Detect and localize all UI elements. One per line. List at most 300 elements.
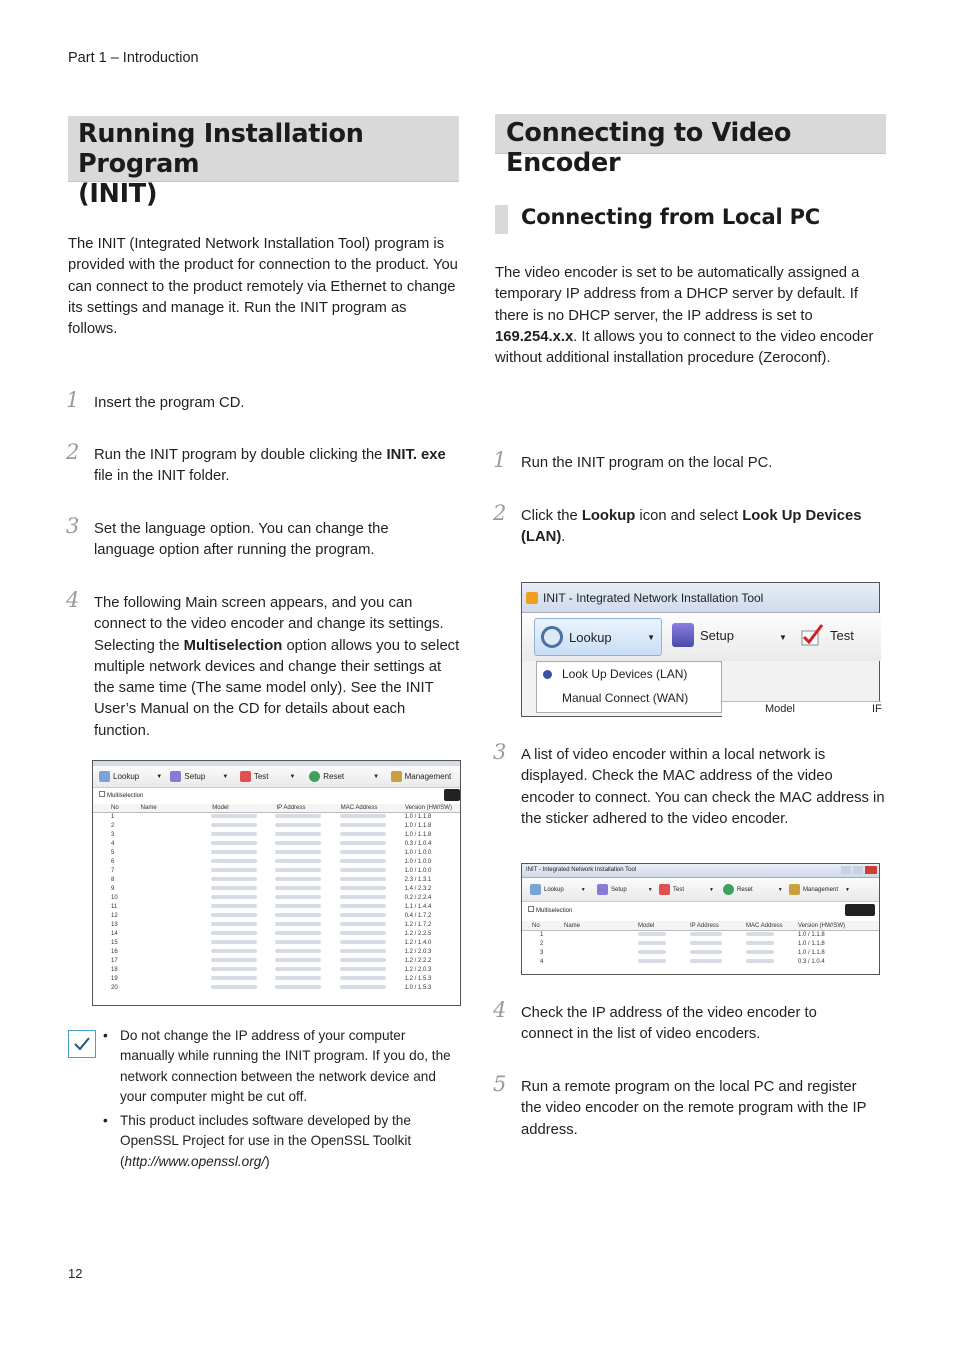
blurred-value <box>275 859 321 863</box>
toolbar-lookup[interactable] <box>530 884 597 895</box>
table-row[interactable] <box>93 921 460 930</box>
right-title: Connecting to Video Encoder <box>506 118 792 178</box>
toolbar-management[interactable] <box>789 884 859 895</box>
obscured-cell <box>275 939 340 948</box>
obscured-cell <box>118 858 210 867</box>
obscured-cell <box>275 948 340 957</box>
note-item <box>103 1111 460 1172</box>
dropdown-arrow-icon: ▼ <box>709 886 714 893</box>
obscured-cell <box>211 966 276 975</box>
lookup-label: Lookup <box>569 629 612 645</box>
obscured-cell <box>275 831 340 840</box>
blurred-value <box>275 850 321 854</box>
obscured-cell <box>211 822 276 831</box>
obscured-cell <box>118 957 210 966</box>
blurred-value <box>211 895 257 899</box>
step-bold: Look Up Devices (LAN) <box>521 508 862 546</box>
obscured-cell <box>118 885 210 894</box>
blurred-value <box>340 931 386 935</box>
row-number: 20 <box>111 985 118 991</box>
obscured-cell <box>340 813 405 822</box>
table-row[interactable] <box>93 903 460 912</box>
row-number: 9 <box>111 886 115 892</box>
maximize-button[interactable] <box>853 866 863 874</box>
blurred-value <box>340 886 386 890</box>
table-row[interactable] <box>93 894 460 903</box>
row-number: 14 <box>111 931 118 937</box>
left-title-box <box>68 116 459 209</box>
left-intro: The INIT (Integrated Network Installation Tool) program is provided with the product for connection to the product. You can connect to the product remotely via Ethernet to change its settings and manage it. Run the INIT program as follows. <box>68 236 458 338</box>
column-header: Version (HW/SW) <box>404 805 452 811</box>
obscured-cell <box>690 958 746 967</box>
obscured-cell <box>340 957 405 966</box>
menu-item-wan[interactable] <box>537 686 721 710</box>
row-version: 1.0 / 1.1.8 <box>798 932 825 938</box>
row-version: 1.2 / 2.2.5 <box>404 931 432 937</box>
step-number: 1 <box>66 388 80 412</box>
window-title: INIT - Integrated Network Installation Tool <box>526 867 637 873</box>
row-version: 1.2 / 2.0.3 <box>404 967 432 973</box>
setup-icon <box>672 623 694 647</box>
test-button[interactable] <box>800 623 854 647</box>
setup-button[interactable] <box>672 623 734 647</box>
multiselection-label: Multiselection <box>536 908 573 914</box>
lookup-icon <box>530 884 541 895</box>
right-intro <box>495 263 877 369</box>
obscured-cell <box>340 948 405 957</box>
blurred-value <box>746 932 774 936</box>
row-version: 1.0 / 1.1.8 <box>404 823 432 829</box>
close-button[interactable] <box>865 866 877 874</box>
column-header: Version (HW/SW) <box>798 923 846 929</box>
step-text: icon and select <box>635 508 743 524</box>
obscured-cell <box>690 940 746 949</box>
row-version: 1.2 / 2.0.3 <box>404 949 432 955</box>
table-row[interactable] <box>93 984 460 993</box>
obscured-cell <box>211 885 276 894</box>
openssl-link[interactable]: http://www.openssl.org/ <box>124 1153 266 1169</box>
table-row[interactable] <box>93 831 460 840</box>
row-version: 1.0 / 1.5.3 <box>404 985 432 991</box>
obscured-cell <box>690 949 746 958</box>
intro-text: . It allows you to connect to the video encoder without additional installation procedure (Zeroconf). <box>495 328 874 367</box>
toolbar-reset[interactable] <box>309 771 390 782</box>
table-row[interactable] <box>522 940 879 949</box>
blurred-value <box>746 950 774 954</box>
blurred-value <box>638 950 666 954</box>
table-row[interactable] <box>93 813 460 822</box>
row-version: 0.2 / 2.2.4 <box>404 895 432 901</box>
main-toolbar <box>93 766 460 788</box>
right-title-box <box>495 114 886 178</box>
obscured-cell <box>211 849 276 858</box>
step-text: option allows you to select multiple network devices and change their settings at the same time (The same model only). See the INIT User’s Manual on the CD for details about each function. <box>94 637 460 739</box>
dropdown-arrow-icon: ▼ <box>845 886 850 893</box>
obscured-cell <box>275 858 340 867</box>
list-grid-body <box>522 931 879 967</box>
blurred-value <box>340 958 386 962</box>
obscured-cell <box>211 984 276 993</box>
step-number: 5 <box>493 1072 507 1096</box>
blurred-value <box>746 959 774 963</box>
blurred-value <box>211 985 257 989</box>
row-number: 7 <box>111 868 115 874</box>
dropdown-arrow-icon: ▼ <box>580 886 586 893</box>
row-version: 1.2 / 1.5.3 <box>404 976 432 982</box>
blurred-value <box>340 850 386 854</box>
row-number: 3 <box>540 950 544 956</box>
obscured-cell <box>118 966 210 975</box>
blurred-value <box>211 832 257 836</box>
toolbar-lookup[interactable] <box>99 771 170 782</box>
grid-header-strip <box>722 701 881 718</box>
toolbar-label: Management <box>803 886 839 893</box>
blurred-value <box>211 886 257 890</box>
note-text: ) <box>265 1153 270 1169</box>
table-row[interactable] <box>93 885 460 894</box>
toolbar-setup[interactable] <box>597 884 659 895</box>
toolbar-label: Management <box>404 772 452 781</box>
step-number: 4 <box>66 588 80 612</box>
row-number: 18 <box>111 967 118 973</box>
table-row[interactable] <box>522 958 879 967</box>
step-bold: INIT. exe <box>386 447 446 463</box>
obscured-cell <box>550 949 638 958</box>
obscured-cell <box>211 948 276 957</box>
blurred-value <box>340 877 386 881</box>
obscured-cell <box>211 858 276 867</box>
obscured-cell <box>118 822 210 831</box>
column-header: IP Address <box>690 923 719 929</box>
toolbar-label: Setup <box>611 886 627 893</box>
reset-icon <box>723 884 734 895</box>
blurred-value <box>340 922 386 926</box>
row-number: 1 <box>540 932 544 938</box>
step-bold: Lookup <box>581 508 636 524</box>
obscured-cell <box>340 966 405 975</box>
menu-item-lan[interactable] <box>537 662 721 686</box>
toolbar-test[interactable] <box>659 884 723 895</box>
row-version: 1.4 / 2.3.2 <box>404 886 432 892</box>
obscured-cell <box>211 930 276 939</box>
globe-icon <box>543 670 552 679</box>
blurred-value <box>275 931 321 935</box>
blurred-value <box>340 832 386 836</box>
blurred-value <box>211 823 257 827</box>
step-number: 1 <box>493 448 507 472</box>
left-step-2 <box>66 440 446 488</box>
step-text: Run the INIT program on the local PC. <box>521 455 773 471</box>
blurred-value <box>690 941 722 945</box>
blurred-value <box>275 958 321 962</box>
dropdown-arrow-icon: ▼ <box>156 773 163 780</box>
step-text: A list of video encoder within a local network is displayed. Check the MAC address of the video encoder to connect. You can check the MAC address in the sticker adhered to the video encoder. <box>521 747 885 827</box>
toolbar-label: Test <box>253 772 269 781</box>
obscured-cell <box>638 958 690 967</box>
blurred-value <box>690 950 722 954</box>
row-version: 1.2 / 1.4.0 <box>404 940 432 946</box>
blurred-value <box>340 940 386 944</box>
obscured-cell <box>118 813 210 822</box>
blurred-value <box>211 814 257 818</box>
table-row[interactable] <box>93 957 460 966</box>
obscured-cell <box>746 940 798 949</box>
obscured-cell <box>275 975 340 984</box>
blurred-value <box>340 859 386 863</box>
row-number: 6 <box>111 859 115 865</box>
lookup-toolbar <box>522 613 881 661</box>
device-list-screenshot <box>521 863 880 975</box>
table-row[interactable] <box>93 867 460 876</box>
toolbar-reset[interactable] <box>723 884 789 895</box>
window-titlebar <box>522 583 879 613</box>
row-number: 2 <box>111 823 115 829</box>
lookup-button[interactable] <box>534 618 662 656</box>
column-header-edge: IF <box>872 703 882 715</box>
brand-logo-icon <box>845 904 875 916</box>
test-icon <box>800 623 824 647</box>
dropdown-arrow-icon: ▼ <box>777 886 783 893</box>
step-number: 4 <box>493 998 507 1022</box>
blurred-value <box>211 859 257 863</box>
list-grid-header <box>522 921 879 931</box>
obscured-cell <box>118 831 210 840</box>
obscured-cell <box>340 894 405 903</box>
window-title: INIT - Integrated Network Installation Tool <box>543 590 764 605</box>
lookup-dropdown-menu <box>536 661 722 713</box>
blurred-value <box>340 868 386 872</box>
obscured-cell <box>275 840 340 849</box>
blurred-value <box>690 932 722 936</box>
window-titlebar <box>522 864 879 878</box>
window-controls <box>839 864 879 877</box>
toolbar-management[interactable] <box>391 771 460 782</box>
row-number: 13 <box>111 922 118 928</box>
blurred-value <box>340 976 386 980</box>
dropdown-arrow-icon: ▼ <box>222 773 229 780</box>
obscured-cell <box>118 849 210 858</box>
obscured-cell <box>340 903 405 912</box>
obscured-cell <box>118 840 210 849</box>
obscured-cell <box>211 831 276 840</box>
blurred-value <box>211 931 257 935</box>
toolbar-setup[interactable] <box>170 771 239 782</box>
blurred-value <box>211 913 257 917</box>
obscured-cell <box>118 867 210 876</box>
note-item: • Do not change the IP address of your computer manually while running the INIT program. If you do, the network connection between the network device and your computer might be cut off. <box>103 1026 460 1107</box>
step-number: 2 <box>66 440 80 464</box>
test-label: Test <box>830 627 854 643</box>
obscured-cell <box>550 940 638 949</box>
blurred-value <box>211 841 257 845</box>
blurred-value <box>275 877 321 881</box>
blurred-value <box>340 823 386 827</box>
row-number: 17 <box>111 958 118 964</box>
blurred-value <box>211 868 257 872</box>
blurred-value <box>275 904 321 908</box>
row-version: 0.3 / 1.0.4 <box>404 841 432 847</box>
obscured-cell <box>340 984 405 993</box>
blurred-value <box>275 940 321 944</box>
obscured-cell <box>275 966 340 975</box>
step-number: 3 <box>493 740 507 764</box>
blurred-value <box>275 814 321 818</box>
dropdown-arrow-icon: ▼ <box>289 773 296 780</box>
left-step-3 <box>66 514 434 562</box>
obscured-cell <box>211 813 276 822</box>
column-header: Name <box>140 805 157 811</box>
obscured-cell <box>340 939 405 948</box>
obscured-cell <box>118 948 210 957</box>
obscured-cell <box>340 840 405 849</box>
left-step-4 <box>66 588 461 742</box>
obscured-cell <box>340 876 405 885</box>
obscured-cell <box>340 930 405 939</box>
obscured-cell <box>746 949 798 958</box>
obscured-cell <box>638 940 690 949</box>
obscured-cell <box>211 975 276 984</box>
row-number: 5 <box>111 850 115 856</box>
obscured-cell <box>275 957 340 966</box>
obscured-cell <box>340 831 405 840</box>
table-row[interactable] <box>93 939 460 948</box>
obscured-cell <box>638 931 690 940</box>
management-icon <box>789 884 800 895</box>
row-version: 1.0 / 1.1.8 <box>404 832 432 838</box>
lookup-screenshot <box>521 582 880 717</box>
reset-icon <box>309 771 320 782</box>
column-header: Name <box>564 923 581 929</box>
obscured-cell <box>275 813 340 822</box>
main-grid-body <box>93 813 460 993</box>
table-row[interactable] <box>93 876 460 885</box>
table-row[interactable] <box>93 975 460 984</box>
obscured-cell <box>211 912 276 921</box>
table-row[interactable] <box>93 966 460 975</box>
row-number: 2 <box>540 941 544 947</box>
dropdown-arrow-icon: ▼ <box>647 886 653 893</box>
obscured-cell <box>275 903 340 912</box>
management-icon <box>391 771 402 782</box>
table-row[interactable] <box>93 930 460 939</box>
blurred-value <box>275 823 321 827</box>
blurred-value <box>275 913 321 917</box>
obscured-cell <box>746 931 798 940</box>
blurred-value <box>690 959 722 963</box>
row-number: 12 <box>111 913 118 919</box>
row-version: 1.0 / 1.0.0 <box>404 868 432 874</box>
blurred-value <box>275 886 321 890</box>
row-number: 16 <box>111 949 118 955</box>
row-version: 1.0 / 1.1.8 <box>798 941 825 947</box>
obscured-cell <box>211 939 276 948</box>
list-toolbar <box>522 878 879 902</box>
row-number: 4 <box>540 959 544 965</box>
column-header: No <box>532 923 540 929</box>
intro-text: The video encoder is set to be automatically assigned a temporary IP address from a DHCP server by default. If there is no DHCP server, the IP address is set to <box>495 265 860 324</box>
multiselection-label: Multiselection <box>107 793 144 799</box>
row-number: 11 <box>111 904 118 910</box>
step-bold: Multiselection <box>183 637 283 654</box>
obscured-cell <box>118 921 210 930</box>
minimize-button[interactable] <box>841 866 851 874</box>
obscured-cell <box>118 894 210 903</box>
obscured-cell <box>118 876 210 885</box>
obscured-cell <box>690 931 746 940</box>
obscured-cell <box>118 975 210 984</box>
right-subtitle: Connecting from Local PC <box>521 205 821 229</box>
test-icon <box>659 884 670 895</box>
app-icon <box>526 592 538 604</box>
table-row[interactable] <box>522 949 879 958</box>
table-row[interactable] <box>93 948 460 957</box>
toolbar-label: Lookup <box>113 772 140 781</box>
table-row[interactable] <box>93 822 460 831</box>
right-step-5 <box>493 1072 881 1141</box>
blurred-value <box>340 949 386 953</box>
step-text: Run the INIT program by double clicking the <box>94 447 387 463</box>
multiselection-checkbox[interactable] <box>528 906 572 914</box>
blurred-value <box>638 932 666 936</box>
obscured-cell <box>211 894 276 903</box>
toolbar-label: Reset <box>323 772 345 781</box>
main-grid-header <box>93 804 460 813</box>
obscured-cell <box>275 984 340 993</box>
main-screen-screenshot <box>92 760 461 1006</box>
setup-dropdown-arrow-icon[interactable]: ▼ <box>779 633 787 642</box>
row-version: 1.0 / 1.0.0 <box>404 850 432 856</box>
toolbar-label: Lookup <box>544 886 564 893</box>
obscured-cell <box>275 867 340 876</box>
column-header-model: Model <box>765 703 795 715</box>
note-check-icon <box>68 1030 96 1058</box>
obscured-cell <box>275 822 340 831</box>
table-row[interactable] <box>522 931 879 940</box>
blurred-value <box>275 895 321 899</box>
obscured-cell <box>340 921 405 930</box>
obscured-cell <box>340 822 405 831</box>
obscured-cell <box>340 975 405 984</box>
setup-icon <box>597 884 608 895</box>
obscured-cell <box>211 921 276 930</box>
step-number: 3 <box>66 514 80 538</box>
table-row[interactable] <box>93 849 460 858</box>
obscured-cell <box>550 931 638 940</box>
row-version: 1.0 / 1.0.0 <box>404 859 432 865</box>
blurred-value <box>340 967 386 971</box>
column-header: MAC Address <box>340 805 378 811</box>
left-title <box>78 119 459 209</box>
column-header: MAC Address <box>746 923 783 929</box>
multiselection-checkbox[interactable] <box>99 791 143 799</box>
table-row[interactable] <box>93 840 460 849</box>
obscured-cell <box>340 849 405 858</box>
left-step-1 <box>66 388 454 414</box>
obscured-cell <box>638 949 690 958</box>
table-row[interactable] <box>93 858 460 867</box>
lookup-icon <box>99 771 110 782</box>
column-header: Model <box>638 923 655 929</box>
blurred-value <box>638 959 666 963</box>
notes-list <box>103 1026 460 1176</box>
blurred-value <box>340 985 386 989</box>
toolbar-test[interactable] <box>240 771 309 782</box>
blurred-value <box>275 832 321 836</box>
table-row[interactable] <box>93 912 460 921</box>
obscured-cell <box>275 885 340 894</box>
row-version: 0.3 / 1.0.4 <box>798 959 825 965</box>
row-version: 1.2 / 1.7.2 <box>404 922 432 928</box>
